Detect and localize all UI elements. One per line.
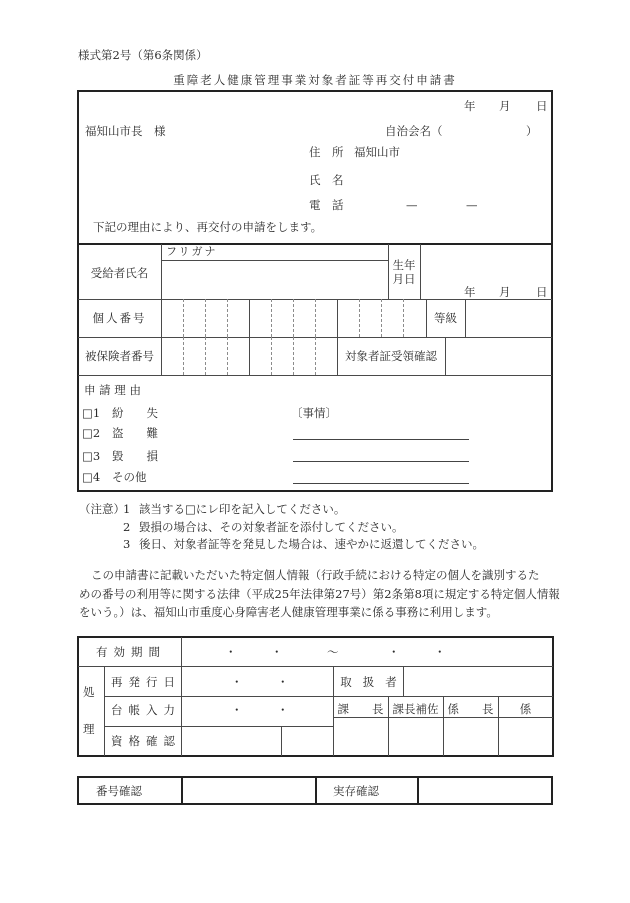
addressee: 福知山市長 様 — [85, 124, 166, 138]
form-number: 様式第2号（第6条関係） — [78, 48, 208, 62]
note-number: 1 — [123, 502, 131, 516]
digit-divider — [359, 299, 360, 337]
reason-label: 盗 難 — [112, 426, 158, 440]
number-check-label: 番号確認 — [96, 784, 142, 798]
validity-start-dot: ・ — [225, 645, 237, 659]
circumstances-line — [293, 439, 469, 440]
digit-group-divider — [249, 299, 250, 337]
circumstances-label: 〔事情〕 — [291, 406, 337, 420]
recipient-name-label: 受給者氏名 — [90, 266, 149, 280]
request-statement: 下記の理由により、再交付の申請をします。 — [93, 220, 323, 234]
circumstances-line — [293, 483, 469, 484]
circumstances-line — [293, 461, 469, 462]
validity-end-dot: ・ — [434, 645, 446, 659]
digit-divider — [315, 337, 316, 375]
grade-field — [466, 300, 551, 336]
note-text: 毀損の場合は、その対象者証を添付してください。 — [139, 520, 404, 534]
note-text: 後日、対象者証等を発見した場合は、速やかに返還してください。 — [139, 537, 484, 551]
note-text: 該当する□にレ印を記入してください。 — [139, 502, 346, 516]
receipt-confirm-field — [446, 338, 551, 374]
address-label: 住 所 — [309, 145, 344, 159]
validity-start-dot: ・ — [271, 645, 283, 659]
ledger-entry-dot: ・ — [231, 703, 243, 717]
ledger-entry-label: 台帳入力 — [111, 703, 181, 717]
section-divider — [78, 243, 552, 245]
neighborhood-label: 自治会名（ — [385, 124, 443, 138]
furigana-divider — [161, 260, 388, 261]
column-divider — [181, 777, 183, 804]
approver-assistant-chief: 課長補佐 — [392, 702, 439, 716]
digit-divider — [183, 337, 184, 375]
digit-divider — [205, 337, 206, 375]
privacy-notice-line: この申請書に記載いただいた特定個人情報（行政手続における特定の個人を識別するた — [91, 568, 540, 582]
reason-label: その他 — [112, 470, 147, 484]
digit-divider — [205, 299, 206, 337]
recipient-name-field — [162, 262, 387, 298]
row-divider — [78, 375, 552, 376]
digit-group-divider — [249, 337, 250, 375]
birthdate-label-line2: 月日 — [392, 272, 416, 286]
digit-divider — [403, 299, 404, 337]
ledger-entry-dot: ・ — [277, 703, 289, 717]
reason-label: 毀 損 — [112, 449, 158, 463]
insured-number-label: 被保険者番号 — [85, 349, 154, 363]
row-divider — [104, 696, 553, 697]
digit-divider — [293, 337, 294, 375]
digit-divider — [271, 337, 272, 375]
digit-divider — [293, 299, 294, 337]
eligibility-check-label: 資格確認 — [111, 734, 181, 748]
phone-separator-2: — — [466, 198, 478, 212]
column-divider — [104, 666, 105, 756]
receipt-confirm-label: 対象者証受領確認 — [345, 349, 437, 363]
processing-label-1: 処 — [83, 685, 95, 699]
grade-label: 等級 — [434, 311, 457, 325]
phone-label: 電 話 — [309, 198, 344, 212]
phone-separator-1: — — [406, 198, 418, 212]
address-value: 福知山市 — [354, 145, 400, 159]
column-divider — [315, 777, 317, 804]
date-day-label: 日 — [536, 99, 548, 113]
digit-divider — [381, 299, 382, 337]
birth-month-label: 月 — [499, 285, 511, 299]
reissue-date-label: 再発行日 — [111, 675, 181, 689]
digit-divider — [183, 299, 184, 337]
reissue-date-dot: ・ — [277, 675, 289, 689]
validity-range-separator: ～ — [327, 645, 339, 659]
privacy-notice-line: めの番号の利用等に関する法律（平成25年法律第27号）第2条第8項に規定する特定個人情報 — [79, 587, 560, 601]
column-divider — [417, 777, 419, 804]
reasons-heading: 申 請 理 由 — [84, 383, 141, 397]
birthdate-label-line1: 生年 — [392, 258, 416, 272]
digit-divider — [227, 337, 228, 375]
birth-day-label: 日 — [536, 285, 548, 299]
birth-year-label: 年 — [464, 285, 476, 299]
notes-heading: （注意） — [79, 502, 125, 516]
validity-end-dot: ・ — [388, 645, 400, 659]
handler-label: 取扱者 — [340, 675, 408, 689]
digit-divider — [271, 299, 272, 337]
form-title: 重障老人健康管理事業対象者証等再交付申請書 — [173, 73, 457, 87]
furigana-label: フリガナ — [166, 245, 218, 258]
neighborhood-close: ） — [526, 124, 538, 138]
column-divider — [281, 726, 282, 756]
approver-section-chief: 課 長 — [337, 702, 384, 716]
personal-number-label: 個人番号 — [92, 311, 147, 325]
date-month-label: 月 — [499, 99, 511, 113]
reissue-date-dot: ・ — [231, 675, 243, 689]
existence-check-label: 実存確認 — [333, 784, 379, 798]
validity-label: 有効期間 — [96, 645, 166, 659]
reason-checkbox: □1 — [82, 406, 101, 420]
reason-checkbox: □4 — [82, 470, 101, 484]
reason-checkbox: □3 — [82, 449, 101, 463]
processing-label-2: 理 — [83, 722, 95, 736]
digit-divider — [315, 299, 316, 337]
note-number: 3 — [123, 537, 131, 551]
row-divider — [104, 726, 333, 727]
date-year-label: 年 — [464, 99, 476, 113]
reason-checkbox: □2 — [82, 426, 101, 440]
digit-divider — [227, 299, 228, 337]
reason-label: 紛 失 — [112, 406, 158, 420]
note-number: 2 — [123, 520, 131, 534]
approver-subsection-chief: 係 長 — [447, 702, 494, 716]
name-label: 氏 名 — [309, 173, 344, 187]
privacy-notice-line: をいう。）は、福知山市重度心身障害老人健康管理事業に係る事務に利用します。 — [79, 605, 498, 619]
approver-staff: 係 — [519, 702, 532, 716]
birthdate-label-right-border — [420, 244, 421, 299]
row-divider — [78, 666, 553, 667]
